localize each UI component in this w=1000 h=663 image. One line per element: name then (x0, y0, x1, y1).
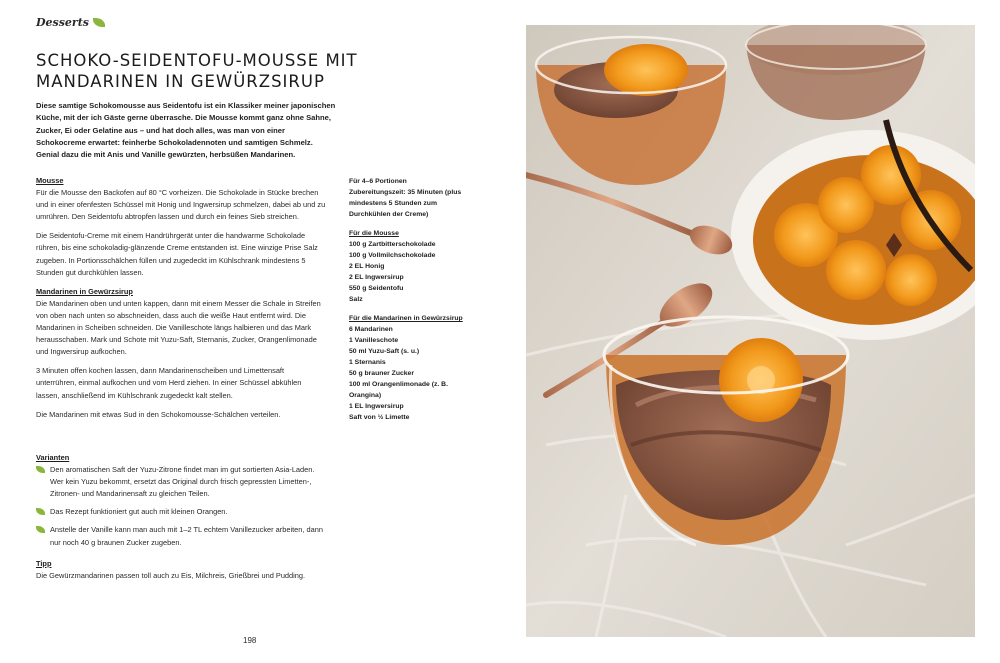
ingredient-item: Salz (349, 296, 363, 303)
recipe-title-line-1: SCHOKO-SEIDENTOFU-MOUSSE MIT (36, 51, 358, 70)
mousse-step-1: Für die Mousse den Backofen auf 80 °C vorheizen. Die Schokolade in Stücke brechen und in einer ofenfesten Schüssel mit Honig und Ingwersirup schmelzen, dabei ab und zu umrühren. Den Seidentofu abtropfen lassen und durch ein feines Sieb streichen. (36, 188, 326, 222)
ingredient-item: 1 EL Ingwersirup (349, 403, 404, 410)
portions: Für 4–6 Portionen (349, 178, 407, 185)
tipp-heading: Tipp (36, 559, 52, 568)
mandarinen-heading: Mandarinen in Gewürzsirup (36, 286, 133, 296)
mousse-ingredients (349, 228, 479, 305)
ingredient-item: 100 g Zartbitterschokolade (349, 241, 436, 248)
recipe-meta (349, 176, 479, 220)
mousse-step-2: Die Seidentofu-Creme mit einem Handrührgerät unter die handwarme Schokolade rühren, bis eine schokoladig-glänzende Creme entstanden ist. Eine winzige Prise Salz zugeben. In Portionsschälchen füllen und zugedeckt im Kühlschrank mindestens 5 Stunden gut durchkühlen lassen. (36, 231, 318, 277)
ingredient-item: 50 ml Yuzu-Saft (s. u.) (349, 348, 420, 355)
ingredient-item: 2 EL Honig (349, 263, 385, 270)
leaf-icon (93, 18, 105, 27)
leaf-bullet-icon (36, 466, 45, 473)
ingredient-item: 1 Vanilleschote (349, 337, 399, 344)
ingredient-item: 50 g brauner Zucker (349, 370, 414, 377)
mandarinen-step-1: Die Mandarinen oben und unten kappen, dann mit einem Messer die Schale in Streifen von oben nach unten so abschneiden, dass auch die weiße Haut entfernt wird. Die Mandarinen in Scheiben schneiden. Die Vanilleschote längs halbieren und das Mark herausschaben. Mark und Schote mit Yuzu-Saft, Sternanis, Zucker, Orangenlimonade und Ingwersirup aufkochen. (36, 298, 321, 357)
recipe-intro: Diese samtige Schokomousse aus Seidentofu ist ein Klassiker meiner japonischen Küche, mit der ich Gäste gerne überrasche. Die Mousse kommt ganz ohne Sahne, Zucker, Ei oder Gelatine aus – und hat doch alles, was man von einer Schokocreme erwartet: feinherbe Schokoladennoten und samtigen Schmelz. Genial dazu die mit Anis und Vanille gewürzten, herbsüßen Mandarinen. (36, 101, 336, 160)
recipe-title-line-2: MANDARINEN IN GEWÜRZSIRUP (36, 72, 325, 91)
prep-time: Zubereitungszeit: 35 Minuten (plus mindestens 5 Stunden zum Durchkühlen der Creme) (349, 189, 462, 218)
varianten-item-text: Anstelle der Vanille kann man auch mit 1–2 TL echtem Vanillezucker arbeiten, dann nur noch 40 g braunen Zucker zugeben. (50, 525, 323, 547)
tipp-text: Die Gewürzmandarinen passen toll auch zu Eis, Milchreis, Grießbrei und Pudding. (36, 571, 306, 581)
varianten-heading: Varianten (36, 453, 70, 462)
mandarinen-step-2: 3 Minuten offen kochen lassen, dann Mandarinenscheiben und Limettensaft unterrühren, einmal aufkochen und vom Herd ziehen. In einer Schüssel abkühlen lassen, anschließend im Kühlschrank zugedeckt kalt stellen. (36, 366, 302, 400)
varianten-item (36, 506, 326, 518)
leaf-bullet-icon (36, 526, 45, 533)
ingredient-item: 2 EL Ingwersirup (349, 274, 404, 281)
leaf-bullet-icon (36, 508, 45, 515)
method-section (36, 175, 326, 428)
mousse-heading: Mousse (36, 176, 64, 185)
dessert-illustration (526, 25, 975, 637)
page-number: 198 (243, 636, 257, 645)
mousse-ingredients-heading: Für die Mousse (349, 230, 399, 237)
ingredient-item: 100 ml Orangenlimonade (z. B. Orangina) (349, 381, 448, 399)
varianten-item (36, 524, 326, 548)
mandarinen-ingredients-heading: Für die Mandarinen in Gewürzsirup (349, 315, 463, 322)
varianten-item (36, 464, 326, 500)
varianten-item-text: Den aromatischen Saft der Yuzu-Zitrone findet man im gut sortierten Asia-Laden. Wer kein Yuzu bekommt, ersetzt das Original durch frisch gepressten Limetten-, Zitronen- und Mandarinensaft zu gleichen Teilen. (50, 465, 315, 499)
varianten-section (36, 452, 326, 555)
tipp-section (36, 558, 326, 582)
recipe-photo (526, 25, 975, 637)
varianten-item-text: Das Rezept funktioniert gut auch mit kleinen Orangen. (50, 507, 228, 517)
ingredient-item: 1 Sternanis (349, 359, 386, 366)
ingredient-item: Saft von ½ Limette (349, 414, 410, 421)
section-label (36, 16, 105, 29)
section-label-text: Desserts (36, 16, 89, 29)
mandarinen-ingredients (349, 313, 479, 423)
ingredients-column (349, 176, 479, 431)
mandarinen-step-3: Die Mandarinen mit etwas Sud in den Schokomousse-Schälchen verteilen. (36, 409, 281, 419)
ingredient-item: 100 g Vollmilchschokolade (349, 252, 436, 259)
recipe-title (36, 50, 476, 92)
ingredient-item: 550 g Seidentofu (349, 285, 404, 292)
ingredient-item: 6 Mandarinen (349, 326, 393, 333)
